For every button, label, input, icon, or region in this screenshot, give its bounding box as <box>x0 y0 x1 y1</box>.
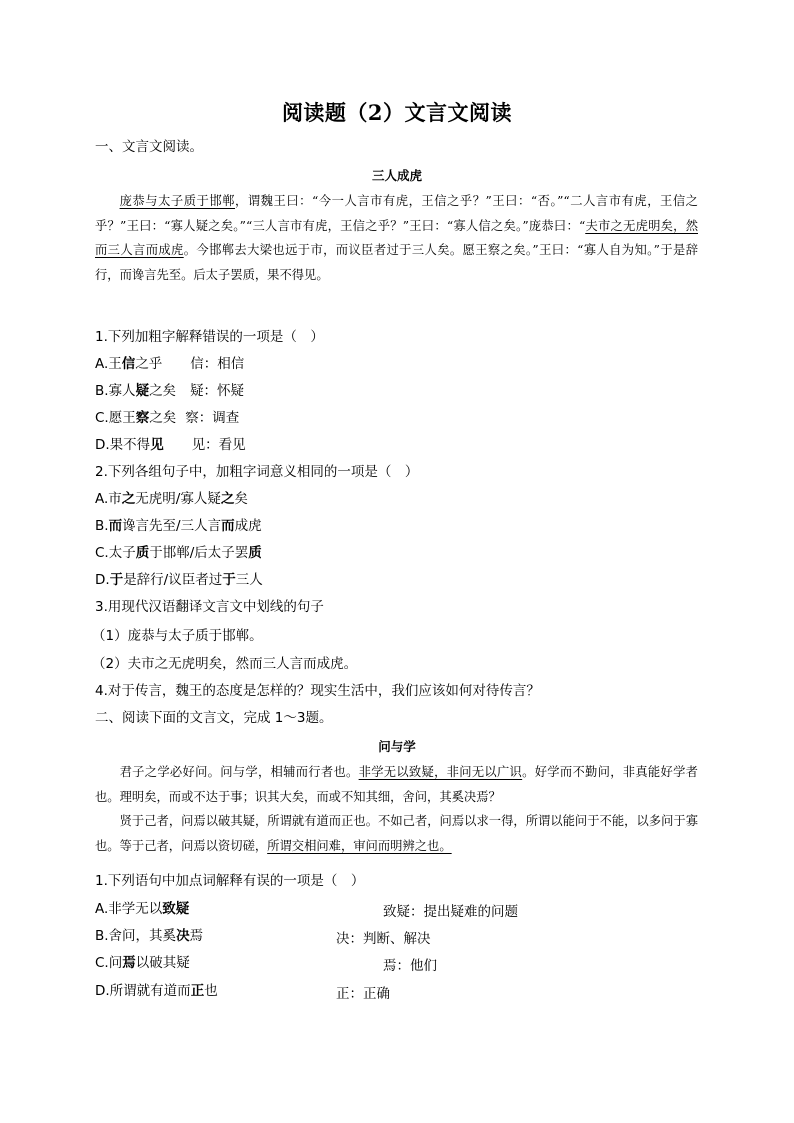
s1-q1-option-d: D.果不得见 见：看见 <box>95 437 246 453</box>
underlined-sentence-3: 非学无以致疑，非问无以广识 <box>358 765 523 779</box>
s2-q1-option-d: D.所谓就有道而正也 <box>95 983 218 999</box>
section2-heading: 二、阅读下面的文言文，完成 1～3题。 <box>95 710 333 726</box>
page-title: 阅读题（2）文言文阅读 <box>281 100 513 125</box>
s1-q3-stem: 3.用现代汉语翻译文言文中划线的句子 <box>95 599 324 615</box>
s1-q3-item-1: （1）庞恭与太子质于邯郸。 <box>92 628 263 644</box>
s1-q2-stem: 2.下列各组句子中，加粗字词意义相同的一项是（ ） <box>95 464 419 480</box>
passage2-title: 问与学 <box>378 739 416 754</box>
s2-q1-option-a: A.非学无以致疑 <box>95 901 190 917</box>
s1-q1-option-a: A.王信之乎 信：相信 <box>95 356 245 372</box>
s1-q2-option-b: B.而谗言先至/三人言而成虎 <box>95 518 262 534</box>
s1-q2-option-a: A.市之无虎明/寡人疑之矣 <box>95 491 248 507</box>
s2-q1-option-c: C.问焉以破其疑 <box>95 955 190 971</box>
underlined-sentence-2: 夫市之无虎明矣，然而三人言而成虎 <box>95 218 698 257</box>
s2-q1-option-d-gloss: 正：正确 <box>336 986 390 1002</box>
s1-q1-option-b: B.寡人疑之矣 疑：怀疑 <box>95 383 245 399</box>
underlined-sentence-1: 庞恭与太子质于邯郸 <box>119 194 236 208</box>
s1-q1-stem: 1.下列加粗字解释错误的一项是（ ） <box>95 329 324 345</box>
s1-q2-option-d: D.于是辞行/议臣者过于三人 <box>95 572 263 588</box>
section1-heading: 一、文言文阅读。 <box>95 139 203 155</box>
passage1-title: 三人成虎 <box>371 168 422 183</box>
s2-q1-option-a-gloss: 致疑：提出疑难的问题 <box>383 904 518 920</box>
s2-q1-option-c-gloss: 焉：他们 <box>383 958 437 974</box>
s2-q1-option-b: B.舍问，其奚决焉 <box>95 928 204 944</box>
s1-q1-option-c: C.愿王察之矣 察：调查 <box>95 410 240 426</box>
s1-q4: 4.对于传言，魏王的态度是怎样的？现实生活中，我们应该如何对待传言？ <box>95 683 540 699</box>
passage1-text: 庞恭与太子质于邯郸，谓魏王曰：“今一人言市有虎，王信之乎？”王曰：“否。”“二人言市有虎，王信之乎？”王曰：“寡人疑之矣。”“三人言市有虎，王信之乎？”王曰：“寡人信之矣。”庞恭曰：“夫市之无虎明矣，然而三人言而成虎。今邯郸去大梁也远于市，而议臣者过于三人矣。愿王察之矣。”王曰：“寡人自为知。”于是辞行，而谗言先至。后太子罢质，果不得见。 <box>95 194 698 282</box>
s1-q3-item-2: （2）夫市之无虎明矣，然而三人言而成虎。 <box>92 656 358 672</box>
s2-q1-stem: 1.下列语句中加点词解释有误的一项是（ ） <box>95 873 365 889</box>
passage2-text: 君子之学必好问。问与学，相辅而行者也。非学无以致疑，非问无以广识。好学而不勤问，非真能好学者也。理明矣，而或不达于事；识其大矣，而或不知其细，舍问，其奚决焉？ 贤于己者，问焉以破其疑，所谓就有道而正也。不如己者，问焉以求一得，所谓以能问于不能，以多问于寡也。等于己者，问焉以资切磋，所谓交相问难，审问而明辨之也。 <box>95 765 698 853</box>
s1-q2-option-c: C.太子质于邯郸/后太子罢质 <box>95 545 262 561</box>
underlined-sentence-4: 所谓交相问难，审问而明辨之也。 <box>267 838 452 853</box>
s2-q1-option-b-gloss: 决：判断、解决 <box>336 931 431 947</box>
